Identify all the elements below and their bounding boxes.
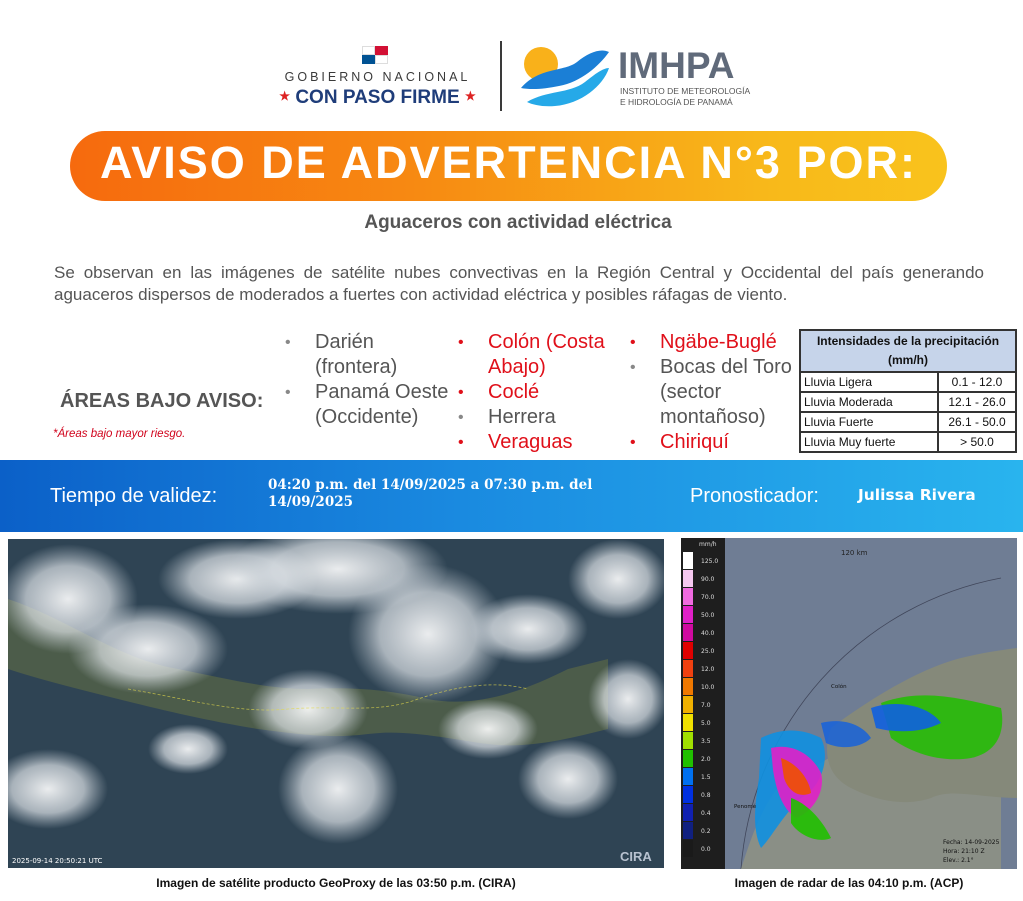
radar-scale-swatch: [683, 714, 693, 731]
intensity-value: > 50.0: [938, 432, 1016, 452]
imhpa-subtitle: INSTITUTO DE METEOROLOGÍA E HIDROLOGÍA DE PANAMÁ: [620, 86, 751, 107]
intensity-table-header: Intensidades de la precipitación (mm/h): [800, 330, 1016, 372]
imhpa-title: IMHPA: [618, 45, 735, 86]
radar-scale-label: 5.0: [701, 720, 711, 727]
radar-scale-swatch: [683, 588, 693, 605]
satellite-image: [8, 539, 664, 868]
radar-elev: Elev.: 2.1°: [943, 857, 974, 864]
radar-city-colon: Colón: [831, 684, 847, 690]
radar-scale-swatch: [683, 840, 693, 857]
radar-scale-swatch: [683, 822, 693, 839]
radar-scale-label: 0.4: [701, 810, 711, 817]
forecaster-label: Pronosticador:: [690, 485, 819, 507]
radar-scale-label: 0.8: [701, 792, 711, 799]
cira-logo: CIRA: [620, 849, 652, 864]
radar-scale-swatch: [683, 786, 693, 803]
area-item-high-risk: • Coclé: [458, 380, 633, 405]
satellite-caption: Imagen de satélite producto GeoProxy de las 03:50 p.m. (CIRA): [156, 876, 516, 890]
radar-image-graphic: [681, 538, 1017, 869]
table-row: [800, 432, 1016, 452]
forecaster-name: Julissa Rivera: [858, 486, 976, 504]
areas-label: ÁREAS BAJO AVISO:: [60, 390, 264, 412]
header-divider: [500, 41, 502, 111]
radar-scale-swatch: [683, 750, 693, 767]
warning-banner: [70, 131, 947, 201]
intensity-label: Lluvia Fuerte: [800, 412, 938, 432]
radar-scale-swatch: [683, 678, 693, 695]
areas-column-3: [630, 330, 805, 455]
area-item-high-risk: • Colón (Costa Abajo): [458, 330, 633, 380]
radar-range-label: 120 km: [841, 549, 868, 557]
intensity-table: [799, 329, 1017, 453]
intensity-value: 0.1 - 12.0: [938, 372, 1016, 392]
risk-note: *Áreas bajo mayor riesgo.: [53, 428, 186, 440]
warning-subtitle: Aguaceros con actividad eléctrica: [364, 212, 672, 233]
radar-scale-label: 25.0: [701, 648, 715, 655]
government-logo: [270, 44, 485, 114]
radar-caption: Imagen de radar de las 04:10 p.m. (ACP): [734, 876, 964, 890]
intensity-value: 12.1 - 26.0: [938, 392, 1016, 412]
radar-scale-label: 12.0: [701, 666, 715, 673]
radar-city-penome: Penomé: [734, 804, 757, 810]
area-item-high-risk: • Chiriquí: [630, 430, 805, 455]
area-item-high-risk: • Veraguas: [458, 430, 633, 455]
radar-scale-swatch: [683, 552, 693, 569]
warning-title: AVISO DE ADVERTENCIA N°3 POR:: [100, 137, 917, 188]
radar-scale-label: 40.0: [701, 630, 715, 637]
radar-scale-label: 3.5: [701, 738, 711, 745]
radar-scale-swatch: [683, 768, 693, 785]
satellite-timestamp: 2025-09-14 20:50:21 UTC: [12, 857, 103, 865]
area-item: • Darién (frontera): [285, 330, 450, 380]
radar-scale-label: 2.0: [701, 756, 711, 763]
area-item: • Herrera: [458, 405, 633, 430]
table-row: [800, 392, 1016, 412]
validity-time: 04:20 p.m. del 14/09/2025 a 07:30 p.m. del 14/09/2025: [268, 477, 593, 510]
government-name: GOBIERNO NACIONAL: [284, 70, 471, 84]
intensity-label: Lluvia Moderada: [800, 392, 938, 412]
radar-scale-swatch: [683, 642, 693, 659]
radar-time: Hora: 21:10 Z: [943, 848, 985, 855]
intensity-value: 26.1 - 50.0: [938, 412, 1016, 432]
radar-scale-label: 70.0: [701, 594, 715, 601]
areas-column-1: [285, 330, 450, 430]
intensity-label: Lluvia Muy fuerte: [800, 432, 938, 452]
radar-scale-label: 50.0: [701, 612, 715, 619]
radar-scale-swatch: [683, 696, 693, 713]
table-row: [800, 412, 1016, 432]
radar-scale-label: 125.0: [701, 558, 719, 565]
warning-description: Se observan en las imágenes de satélite nubes convectivas en la Región Central y Occidental del país generando aguaceros dispersos de moderados a fuertes con actividad eléctrica y posibles ráfagas de viento.: [54, 263, 984, 304]
radar-scale-swatch: [683, 732, 693, 749]
areas-column-2: [458, 330, 633, 455]
radar-scale-swatch: [683, 606, 693, 623]
radar-scale-swatch: [683, 624, 693, 641]
radar-scale-label: 90.0: [701, 576, 715, 583]
radar-unit: mm/h: [699, 541, 717, 548]
validity-label: Tiempo de validez:: [50, 485, 218, 507]
area-item: • Panamá Oeste (Occidente): [285, 380, 450, 430]
radar-date: Fecha: 14-09-2025: [943, 839, 1000, 846]
area-item-high-risk: • Ngäbe-Buglé: [630, 330, 805, 355]
radar-scale-swatch: [683, 660, 693, 677]
radar-scale-label: 1.5: [701, 774, 711, 781]
radar-scale-swatch: [683, 804, 693, 821]
radar-image: [681, 538, 1017, 869]
government-slogan: ★ CON PASO FIRME ★: [279, 87, 476, 108]
imhpa-logo-icon: [519, 42, 611, 112]
panama-flag-icon: [362, 46, 388, 64]
radar-scale-label: 0.0: [701, 846, 711, 853]
intensity-label: Lluvia Ligera: [800, 372, 938, 392]
radar-scale-label: 0.2: [701, 828, 711, 835]
radar-scale-label: 7.0: [701, 702, 711, 709]
radar-scale-label: 10.0: [701, 684, 715, 691]
satellite-image-graphic: [8, 539, 664, 868]
table-row: [800, 372, 1016, 392]
radar-scale-swatch: [683, 570, 693, 587]
area-item: • Bocas del Toro (sector montañoso): [630, 355, 805, 430]
